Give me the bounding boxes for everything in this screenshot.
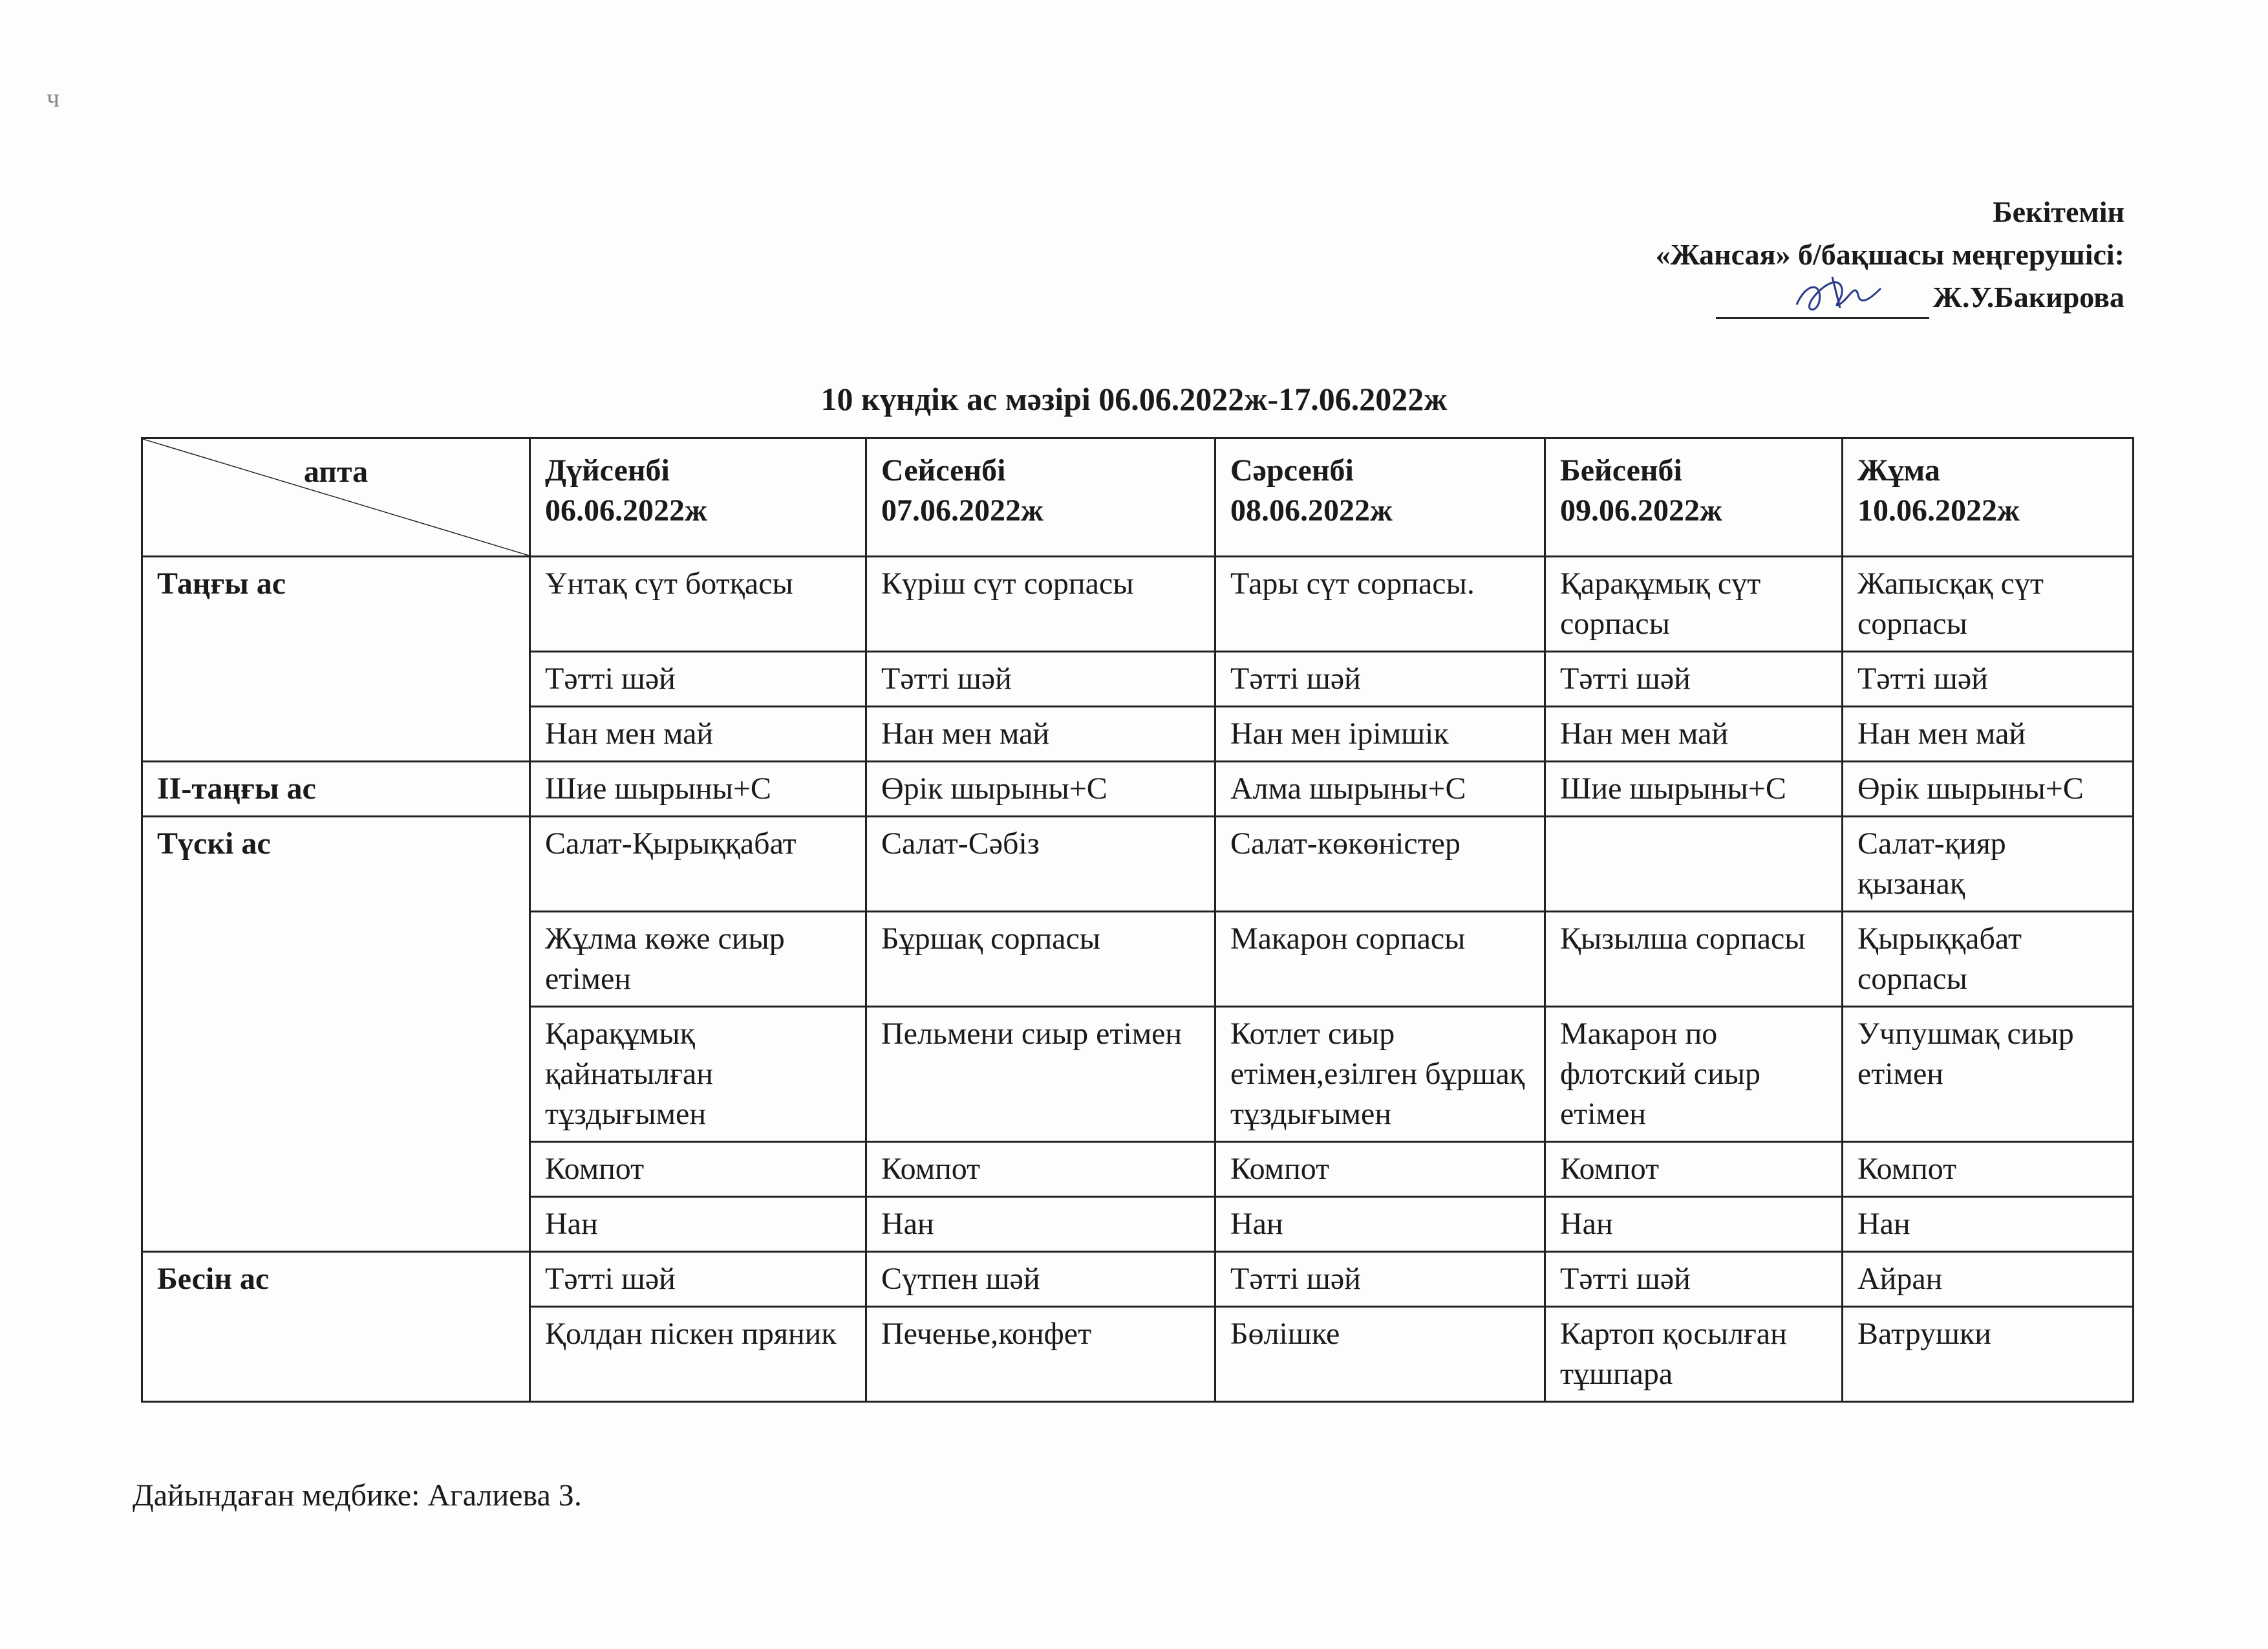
menu-cell: Компот [866,1142,1215,1197]
day-name: Бейсенбі [1560,453,1682,488]
document-title: 10 күндік ас мәзірі 06.06.2022ж-17.06.2022ж [820,381,1448,417]
day-header [1215,438,1545,557]
menu-cell: Нан мен май [866,707,1215,762]
menu-cell: Нан [1215,1197,1545,1252]
menu-cell: Котлет сиыр етімен,езілген бұршақ тұздығымен [1215,1007,1545,1142]
menu-cell: Шие шырыны+С [530,762,866,817]
table-row [142,762,2134,817]
meal-name: Бесін ас [142,1252,530,1402]
approval-position: «Жансая» б/бақшасы меңгерушісі: [1655,238,2124,271]
menu-cell: Макарон по флотский сиыр етімен [1545,1007,1843,1142]
menu-cell: Ватрушки [1843,1307,2134,1402]
day-name: Дүйсенбі [545,453,670,488]
menu-table [141,437,2134,1403]
menu-cell: Нан [1545,1197,1843,1252]
approver-name: Ж.У.Бакирова [1932,281,2124,314]
menu-cell: Өрік шырыны+С [866,762,1215,817]
menu-cell: Макарон сорпасы [1215,912,1545,1007]
menu-cell: Компот [1843,1142,2134,1197]
menu-cell: Тәтті шәй [1545,1252,1843,1307]
menu-body [142,557,2134,1402]
menu-cell: Күріш сүт сорпасы [866,557,1215,652]
menu-cell: Нан [530,1197,866,1252]
menu-cell: Салат-Қырыққабат [530,817,866,912]
menu-cell: Қызылша сорпасы [1545,912,1843,1007]
menu-cell: Қолдан піскен пряник [530,1307,866,1402]
approval-block [1656,191,2124,319]
day-header [866,438,1215,557]
table-row [142,817,2134,912]
menu-cell: Айран [1843,1252,2134,1307]
menu-cell: Салат-Сәбіз [866,817,1215,912]
meal-name: Таңғы ас [142,557,530,762]
menu-cell: Қарақұмық сүт сорпасы [1545,557,1843,652]
menu-cell: Тәтті шәй [1545,652,1843,707]
footer-note: Дайындаған медбике: Агалиева З. [133,1478,582,1513]
menu-cell: Тары сүт сорпасы. [1215,557,1545,652]
menu-cell: Пельмени сиыр етімен [866,1007,1215,1142]
menu-cell [1545,817,1843,912]
menu-cell: Қырыққабат сорпасы [1843,912,2134,1007]
scan-mark: ч [47,83,60,113]
menu-cell: Алма шырыны+С [1215,762,1545,817]
menu-cell: Бөлішке [1215,1307,1545,1402]
meal-name: Түскі ас [142,817,530,1252]
menu-cell: Картоп қосылған тұшпара [1545,1307,1843,1402]
menu-cell: Салат-қияр қызанақ [1843,817,2134,912]
day-name: Жұма [1857,453,1940,488]
approval-signature-line [1656,276,2124,319]
signature-image [1793,269,1884,321]
approval-title: Бекітемін [1993,195,2124,228]
day-header [1843,438,2134,557]
menu-cell: Нан мен май [530,707,866,762]
menu-cell: Компот [1215,1142,1545,1197]
menu-cell: Жапысқақ сүт сорпасы [1843,557,2134,652]
menu-cell: Печенье,конфет [866,1307,1215,1402]
menu-cell: Тәтті шәй [1215,1252,1545,1307]
menu-cell: Шие шырыны+С [1545,762,1843,817]
menu-cell: Нан [866,1197,1215,1252]
day-date: 10.06.2022ж [1857,493,2020,528]
menu-cell: Қарақұмық қайнатылған тұздығымен [530,1007,866,1142]
corner-label: апта [303,455,369,489]
day-name: Сәрсенбі [1230,453,1354,488]
menu-cell: Тәтті шәй [530,652,866,707]
menu-cell: Тәтті шәй [530,1252,866,1307]
menu-cell: Тәтті шәй [1215,652,1545,707]
menu-cell: Ұнтақ сүт ботқасы [530,557,866,652]
menu-cell: Компот [530,1142,866,1197]
menu-cell: Өрік шырыны+С [1843,762,2134,817]
day-name: Сейсенбі [881,453,1006,488]
menu-cell: Нан мен май [1843,707,2134,762]
menu-cell: Бұршақ сорпасы [866,912,1215,1007]
signature-line [1716,288,1929,319]
menu-cell: Нан [1843,1197,2134,1252]
menu-cell: Нан мен ірімшік [1215,707,1545,762]
day-date: 06.06.2022ж [545,493,707,528]
table-row [142,1252,2134,1307]
meal-name: ІІ-таңғы ас [142,762,530,817]
menu-cell: Сүтпен шәй [866,1252,1215,1307]
menu-cell: Учпушмақ сиыр етімен [1843,1007,2134,1142]
day-date: 07.06.2022ж [881,493,1043,528]
day-header [1545,438,1843,557]
day-date: 08.06.2022ж [1230,493,1393,528]
menu-cell: Салат-көкөністер [1215,817,1545,912]
menu-cell: Нан мен май [1545,707,1843,762]
menu-cell: Тәтті шәй [866,652,1215,707]
table-row [142,557,2134,652]
day-date: 09.06.2022ж [1560,493,1722,528]
corner-cell [142,438,530,557]
menu-cell: Жұлма көже сиыр етімен [530,912,866,1007]
menu-cell: Компот [1545,1142,1843,1197]
table-header-row [142,438,2134,557]
menu-cell: Тәтті шәй [1843,652,2134,707]
day-header [530,438,866,557]
